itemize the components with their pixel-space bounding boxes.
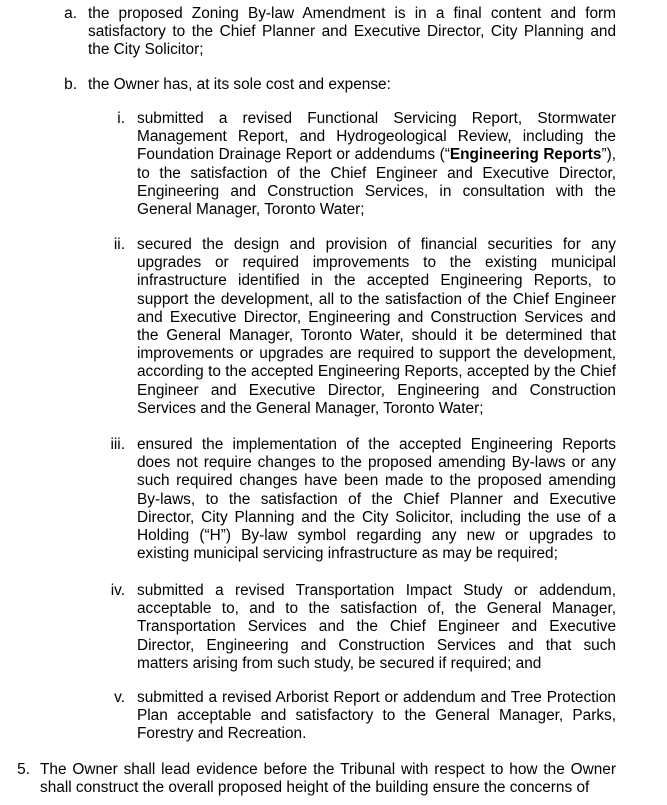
list-marker-b: b. (64, 76, 77, 93)
item-5-text: The Owner shall lead evidence before the Tribunal with respect to how the Owner shall construct the overall proposed height of the building ensure the concerns of (40, 761, 616, 797)
condition-b-i-text (137, 110, 616, 219)
list-marker-i: i. (117, 110, 125, 127)
condition-b-i-text-after: ”), to the satisfaction of the Chief Engineer and Executive Director, Engineering and Construction Services, in consultation with the General Manager, Toronto Water; (137, 146, 616, 219)
condition-b-ii-text: secured the design and provision of financial securities for any upgrades or required improvements to the existing municipal infrastructure identified in the accepted Engineering Reports, to support the development, all to the satisfaction of the Chief Engineer and Executive Director, Engineering and Construction Services and the General Manager, Toronto Water, should it be determined that improvements or upgrades are required to support the development, according to the accepted Engineering Reports, accepted by the Chief Engineer and Executive Director, Engineering and Construction Services and the General Manager, Toronto Water; (137, 236, 616, 417)
condition-b-iv-text: submitted a revised Transportation Impact Study or addendum, acceptable to, and to the satisfaction of, the General Manager, Transportation Services and the Chief Engineer and Executive Director, Engineering and Construction Services and that such matters arising from such study, be secured if required; and (137, 582, 616, 672)
list-marker-v: v. (114, 689, 125, 706)
list-marker-a: a. (64, 5, 77, 22)
list-marker-iii: iii. (110, 436, 125, 453)
list-marker-iv: iv. (110, 582, 125, 599)
condition-b-text: the Owner has, at its sole cost and expense: (88, 76, 391, 93)
condition-b-i-text-before: submitted a revised Functional Servicing Report, Stormwater Management Report, and Hydrogeological Review, including the Foundation Drainage Report or addendums (“ (137, 110, 616, 164)
list-marker-ii: ii. (113, 236, 125, 253)
engineering-reports-term: Engineering Reports (449, 146, 602, 164)
condition-b-iii-text: ensured the implementation of the accepted Engineering Reports does not require changes to the proposed amending By-laws or any such required changes have been made to the proposed amending By-laws, to the satisfaction of the Chief Planner and Executive Director, City Planning and the City Solicitor, including the use of a Holding (“H”) By-law symbol regarding any new or upgrades to existing municipal servicing infrastructure as may be required; (137, 436, 616, 563)
list-marker-5: 5. (17, 761, 30, 778)
condition-a-text: the proposed Zoning By-law Amendment is in a final content and form satisfactory to the Chief Planner and Executive Director, City Planning and the City Solicitor; (88, 5, 616, 59)
condition-b-v-text: submitted a revised Arborist Report or addendum and Tree Protection Plan acceptable and satisfactory to the General Manager, Parks, Forestry and Recreation. (137, 689, 616, 743)
